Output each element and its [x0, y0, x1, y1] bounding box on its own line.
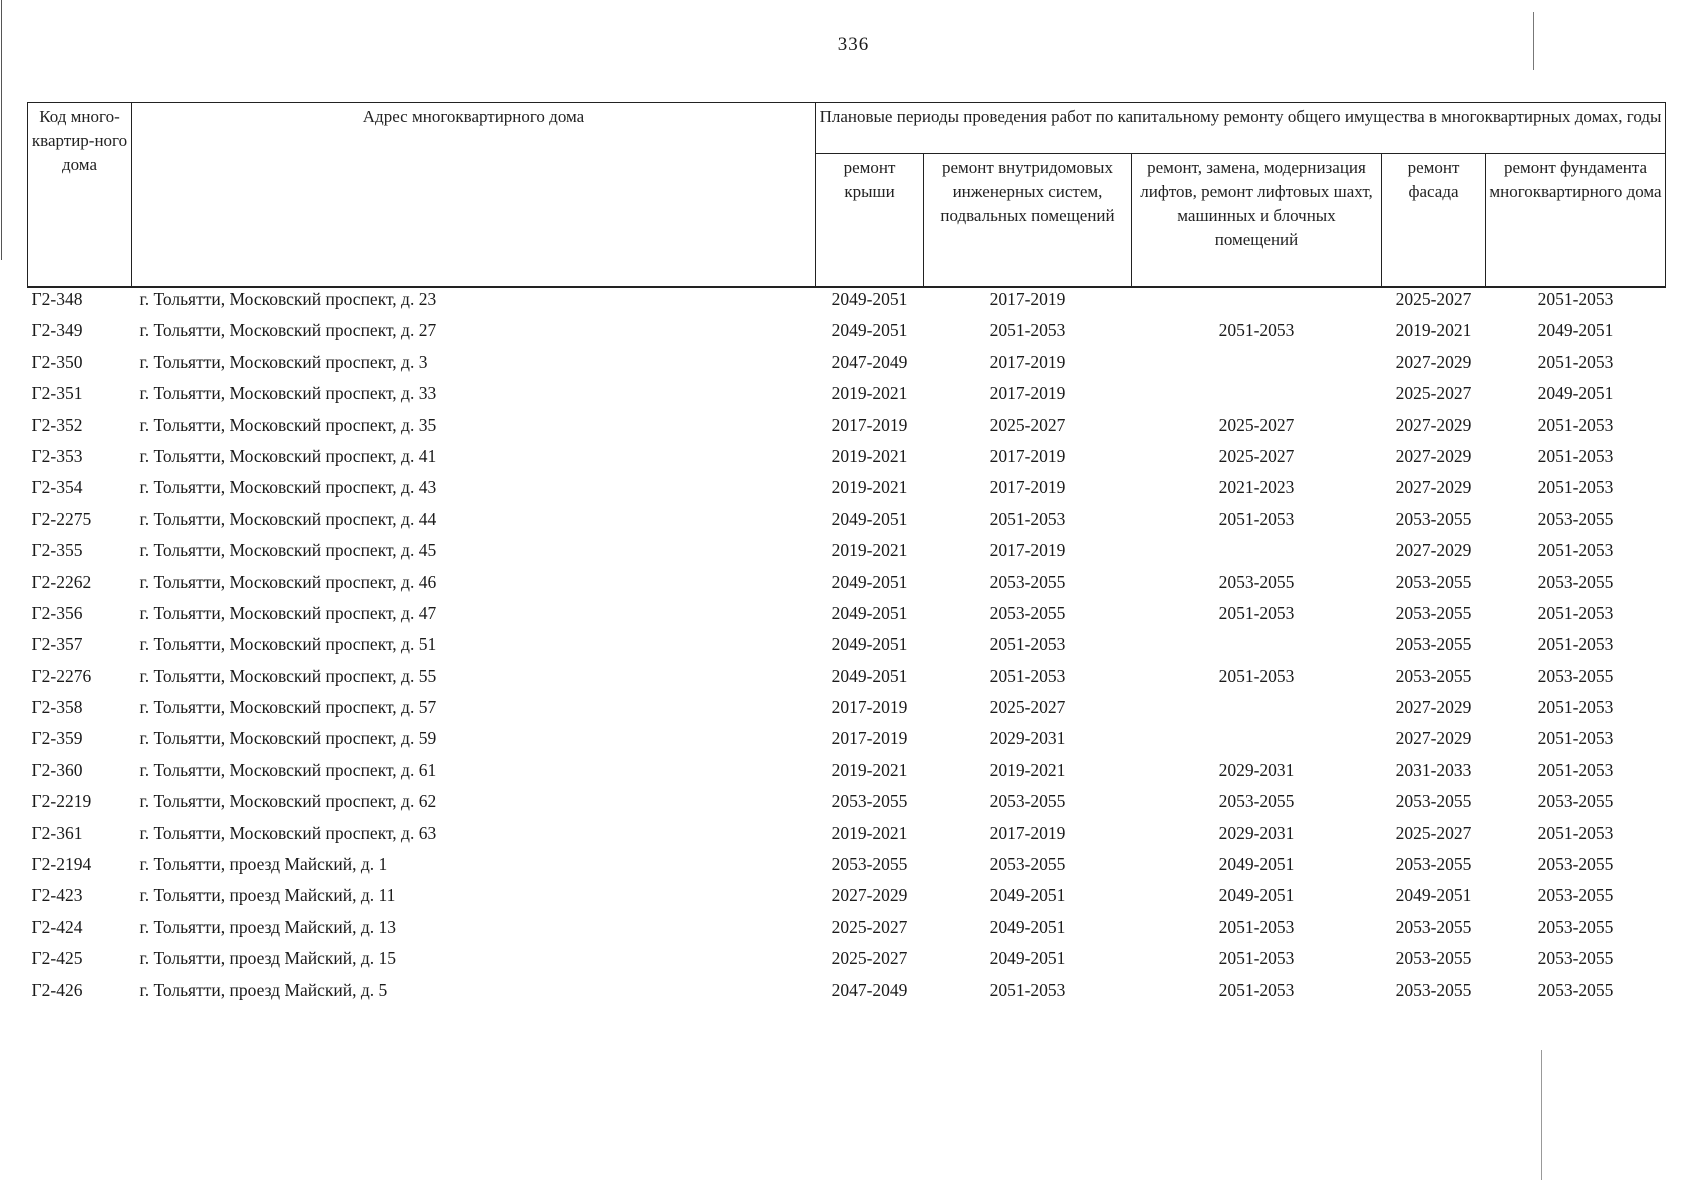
- cell-address: г. Тольятти, проезд Майский, д. 13: [139, 916, 397, 937]
- cell-lifts: 2051-2053: [1218, 916, 1295, 937]
- cell-engineering: 2049-2051: [989, 948, 1066, 969]
- cell-lifts: 2053-2055: [1218, 791, 1295, 812]
- cell-foundation: 2053-2055: [1537, 665, 1614, 686]
- cell-engineering: 2049-2051: [989, 885, 1066, 906]
- table-row: [28, 697, 1666, 728]
- table-row: [28, 477, 1666, 508]
- table-row: [28, 540, 1666, 571]
- cell-roof: 2049-2051: [831, 602, 908, 623]
- table-row: [28, 446, 1666, 477]
- cell-foundation: 2051-2053: [1537, 445, 1614, 466]
- cell-roof: 2025-2027: [831, 948, 908, 969]
- cell-facade: 2053-2055: [1395, 602, 1472, 623]
- cell-foundation: 2051-2053: [1537, 634, 1614, 655]
- header-engineering: ремонт внутридомовых инженерных систем, подвальных помещений: [924, 154, 1132, 288]
- cell-roof: 2017-2019: [831, 414, 908, 435]
- cell-lifts: [1132, 728, 1382, 759]
- cell-engineering: 2025-2027: [989, 414, 1066, 435]
- cell-code: Г2-351: [31, 383, 83, 404]
- cell-roof: 2049-2051: [831, 508, 908, 529]
- cell-foundation: 2051-2053: [1537, 728, 1614, 749]
- cell-lifts: 2021-2023: [1218, 477, 1295, 498]
- cell-code: Г2-2275: [31, 508, 92, 529]
- cell-lifts: 2051-2053: [1218, 979, 1295, 1000]
- table-row: [28, 572, 1666, 603]
- cell-roof: 2049-2051: [831, 571, 908, 592]
- table-row: [28, 885, 1666, 916]
- cell-lifts: 2051-2053: [1218, 320, 1295, 341]
- cell-roof: 2017-2019: [831, 728, 908, 749]
- cell-engineering: 2051-2053: [989, 634, 1066, 655]
- cell-foundation: 2051-2053: [1537, 822, 1614, 843]
- cell-facade: 2027-2029: [1395, 540, 1472, 561]
- cell-roof: 2019-2021: [831, 759, 908, 780]
- cell-facade: 2053-2055: [1395, 979, 1472, 1000]
- cell-facade: 2027-2029: [1395, 697, 1472, 718]
- cell-roof: 2049-2051: [831, 634, 908, 655]
- cell-code: Г2-360: [31, 759, 83, 780]
- cell-lifts: 2025-2027: [1218, 414, 1295, 435]
- cell-foundation: 2051-2053: [1537, 289, 1614, 309]
- cell-engineering: 2051-2053: [989, 665, 1066, 686]
- cell-roof: 2047-2049: [831, 351, 908, 372]
- cell-address: г. Тольятти, Московский проспект, д. 43: [139, 477, 437, 498]
- cell-lifts: [1132, 634, 1382, 665]
- cell-roof: 2049-2051: [831, 320, 908, 341]
- cell-address: г. Тольятти, Московский проспект, д. 57: [139, 697, 437, 718]
- header-address: Адрес многоквартирного дома: [132, 103, 816, 288]
- cell-lifts: 2051-2053: [1218, 948, 1295, 969]
- table-row: [28, 791, 1666, 822]
- cell-facade: 2025-2027: [1395, 289, 1472, 309]
- table-row: [28, 383, 1666, 414]
- cell-lifts: 2051-2053: [1218, 602, 1295, 623]
- table-row: [28, 509, 1666, 540]
- cell-lifts: 2049-2051: [1218, 885, 1295, 906]
- cell-code: Г2-350: [31, 351, 83, 372]
- table-row: [28, 415, 1666, 446]
- table-row: [28, 948, 1666, 979]
- cell-engineering: 2017-2019: [989, 351, 1066, 372]
- cell-code: Г2-353: [31, 445, 83, 466]
- table-row: [28, 823, 1666, 854]
- cell-engineering: 2051-2053: [989, 320, 1066, 341]
- table-row: [28, 320, 1666, 351]
- cell-facade: 2025-2027: [1395, 383, 1472, 404]
- cell-foundation: 2051-2053: [1537, 414, 1614, 435]
- cell-code: Г2-2194: [31, 854, 92, 875]
- cell-address: г. Тольятти, Московский проспект, д. 35: [139, 414, 437, 435]
- cell-code: Г2-423: [31, 885, 83, 906]
- cell-foundation: 2051-2053: [1537, 351, 1614, 372]
- cell-roof: 2027-2029: [831, 885, 908, 906]
- cell-address: г. Тольятти, Московский проспект, д. 63: [139, 822, 437, 843]
- cell-lifts: 2051-2053: [1218, 665, 1295, 686]
- cell-facade: 2053-2055: [1395, 634, 1472, 655]
- cell-address: г. Тольятти, проезд Майский, д. 15: [139, 948, 397, 969]
- cell-engineering: 2051-2053: [989, 508, 1066, 529]
- cell-code: Г2-2219: [31, 791, 92, 812]
- cell-lifts: [1132, 697, 1382, 728]
- cell-facade: 2053-2055: [1395, 854, 1472, 875]
- table-row: [28, 728, 1666, 759]
- cell-facade: 2053-2055: [1395, 571, 1472, 592]
- cell-roof: 2019-2021: [831, 540, 908, 561]
- cell-code: Г2-2276: [31, 665, 92, 686]
- cell-lifts: 2029-2031: [1218, 822, 1295, 843]
- cell-address: г. Тольятти, проезд Майский, д. 1: [139, 854, 388, 875]
- cell-address: г. Тольятти, Московский проспект, д. 47: [139, 602, 437, 623]
- cell-foundation: 2053-2055: [1537, 508, 1614, 529]
- cell-facade: 2025-2027: [1395, 822, 1472, 843]
- cell-facade: 2027-2029: [1395, 445, 1472, 466]
- cell-engineering: 2017-2019: [989, 383, 1066, 404]
- cell-foundation: 2051-2053: [1537, 602, 1614, 623]
- cell-facade: 2053-2055: [1395, 791, 1472, 812]
- scan-margin-line: [1541, 1050, 1542, 1180]
- cell-roof: 2019-2021: [831, 477, 908, 498]
- cell-facade: 2053-2055: [1395, 508, 1472, 529]
- cell-facade: 2019-2021: [1395, 320, 1472, 341]
- cell-facade: 2027-2029: [1395, 414, 1472, 435]
- cell-roof: 2017-2019: [831, 697, 908, 718]
- cell-facade: 2053-2055: [1395, 665, 1472, 686]
- table-row: [28, 352, 1666, 383]
- cell-foundation: 2051-2053: [1537, 477, 1614, 498]
- cell-engineering: 2049-2051: [989, 916, 1066, 937]
- header-lifts: ремонт, замена, модернизация лифтов, ремонт лифтовых шахт, машинных и блочных помещений: [1132, 154, 1382, 288]
- header-roof: ремонт крыши: [816, 154, 924, 288]
- cell-roof: 2053-2055: [831, 854, 908, 875]
- cell-foundation: 2053-2055: [1537, 979, 1614, 1000]
- cell-facade: 2027-2029: [1395, 351, 1472, 372]
- cell-engineering: 2051-2053: [989, 979, 1066, 1000]
- page-number: 336: [837, 34, 870, 55]
- cell-code: Г2-2262: [31, 571, 92, 592]
- table-row: [28, 854, 1666, 885]
- cell-code: Г2-426: [31, 979, 83, 1000]
- cell-code: Г2-357: [31, 634, 83, 655]
- cell-engineering: 2025-2027: [989, 697, 1066, 718]
- cell-foundation: 2053-2055: [1537, 854, 1614, 875]
- table-row: [28, 760, 1666, 791]
- table-row: [28, 287, 1666, 320]
- cell-facade: 2031-2033: [1395, 759, 1472, 780]
- cell-foundation: 2053-2055: [1537, 571, 1614, 592]
- cell-lifts: [1132, 352, 1382, 383]
- cell-code: Г2-425: [31, 948, 83, 969]
- cell-facade: 2053-2055: [1395, 948, 1472, 969]
- table-row: [28, 603, 1666, 634]
- cell-roof: 2053-2055: [831, 791, 908, 812]
- cell-facade: 2027-2029: [1395, 728, 1472, 749]
- table-row: [28, 917, 1666, 948]
- cell-foundation: 2049-2051: [1537, 383, 1614, 404]
- header-planned-periods: Плановые периоды проведения работ по капитальному ремонту общего имущества в многоквартирных домах, годы: [816, 103, 1666, 154]
- cell-code: Г2-348: [31, 289, 83, 309]
- cell-code: Г2-354: [31, 477, 83, 498]
- cell-roof: 2049-2051: [831, 289, 908, 309]
- cell-foundation: 2051-2053: [1537, 540, 1614, 561]
- cell-address: г. Тольятти, Московский проспект, д. 27: [139, 320, 437, 341]
- cell-lifts: 2051-2053: [1218, 508, 1295, 529]
- table-header: [28, 103, 1666, 288]
- capital-repair-table: [27, 102, 1666, 1011]
- cell-roof: 2047-2049: [831, 979, 908, 1000]
- cell-facade: 2049-2051: [1395, 885, 1472, 906]
- cell-foundation: 2053-2055: [1537, 885, 1614, 906]
- header-facade: ремонт фасада: [1382, 154, 1486, 288]
- cell-engineering: 2029-2031: [989, 728, 1066, 749]
- cell-engineering: 2017-2019: [989, 477, 1066, 498]
- cell-foundation: 2053-2055: [1537, 791, 1614, 812]
- cell-address: г. Тольятти, Московский проспект, д. 23: [139, 289, 437, 309]
- cell-engineering: 2017-2019: [989, 540, 1066, 561]
- cell-lifts: 2049-2051: [1218, 854, 1295, 875]
- cell-address: г. Тольятти, Московский проспект, д. 41: [139, 445, 437, 466]
- header-code: Код много-квартир-ного дома: [28, 103, 132, 288]
- cell-address: г. Тольятти, Московский проспект, д. 44: [139, 508, 437, 529]
- cell-engineering: 2053-2055: [989, 854, 1066, 875]
- cell-lifts: 2029-2031: [1218, 759, 1295, 780]
- cell-engineering: 2017-2019: [989, 445, 1066, 466]
- header-foundation: ремонт фундамента многоквартирного дома: [1486, 154, 1666, 288]
- cell-address: г. Тольятти, Московский проспект, д. 46: [139, 571, 437, 592]
- cell-lifts: 2025-2027: [1218, 445, 1295, 466]
- cell-code: Г2-349: [31, 320, 83, 341]
- table-row: [28, 634, 1666, 665]
- cell-foundation: 2053-2055: [1537, 916, 1614, 937]
- cell-engineering: 2053-2055: [989, 602, 1066, 623]
- cell-lifts: [1132, 540, 1382, 571]
- cell-engineering: 2053-2055: [989, 571, 1066, 592]
- cell-roof: 2019-2021: [831, 822, 908, 843]
- cell-address: г. Тольятти, Московский проспект, д. 55: [139, 665, 437, 686]
- cell-foundation: 2049-2051: [1537, 320, 1614, 341]
- cell-code: Г2-359: [31, 728, 83, 749]
- cell-code: Г2-352: [31, 414, 83, 435]
- cell-code: Г2-424: [31, 916, 83, 937]
- table-row: [28, 980, 1666, 1011]
- table-row: [28, 666, 1666, 697]
- cell-address: г. Тольятти, Московский проспект, д. 62: [139, 791, 437, 812]
- cell-lifts: 2053-2055: [1218, 571, 1295, 592]
- cell-foundation: 2051-2053: [1537, 759, 1614, 780]
- cell-code: Г2-356: [31, 602, 83, 623]
- cell-engineering: 2017-2019: [989, 289, 1066, 309]
- cell-facade: 2053-2055: [1395, 916, 1472, 937]
- cell-address: г. Тольятти, проезд Майский, д. 11: [139, 885, 396, 906]
- cell-address: г. Тольятти, проезд Майский, д. 5: [139, 979, 388, 1000]
- cell-roof: 2025-2027: [831, 916, 908, 937]
- cell-engineering: 2019-2021: [989, 759, 1066, 780]
- cell-engineering: 2053-2055: [989, 791, 1066, 812]
- cell-roof: 2049-2051: [831, 665, 908, 686]
- cell-address: г. Тольятти, Московский проспект, д. 61: [139, 759, 437, 780]
- cell-lifts: [1132, 287, 1382, 320]
- cell-lifts: [1132, 383, 1382, 414]
- cell-address: г. Тольятти, Московский проспект, д. 3: [139, 351, 428, 372]
- cell-foundation: 2051-2053: [1537, 697, 1614, 718]
- cell-address: г. Тольятти, Московский проспект, д. 33: [139, 383, 437, 404]
- cell-address: г. Тольятти, Московский проспект, д. 45: [139, 540, 437, 561]
- cell-facade: 2027-2029: [1395, 477, 1472, 498]
- cell-address: г. Тольятти, Московский проспект, д. 51: [139, 634, 437, 655]
- table-body: [28, 287, 1666, 1011]
- cell-address: г. Тольятти, Московский проспект, д. 59: [139, 728, 437, 749]
- cell-foundation: 2053-2055: [1537, 948, 1614, 969]
- cell-engineering: 2017-2019: [989, 822, 1066, 843]
- cell-code: Г2-358: [31, 697, 83, 718]
- cell-code: Г2-355: [31, 540, 83, 561]
- cell-roof: 2019-2021: [831, 445, 908, 466]
- cell-roof: 2019-2021: [831, 383, 908, 404]
- cell-code: Г2-361: [31, 822, 83, 843]
